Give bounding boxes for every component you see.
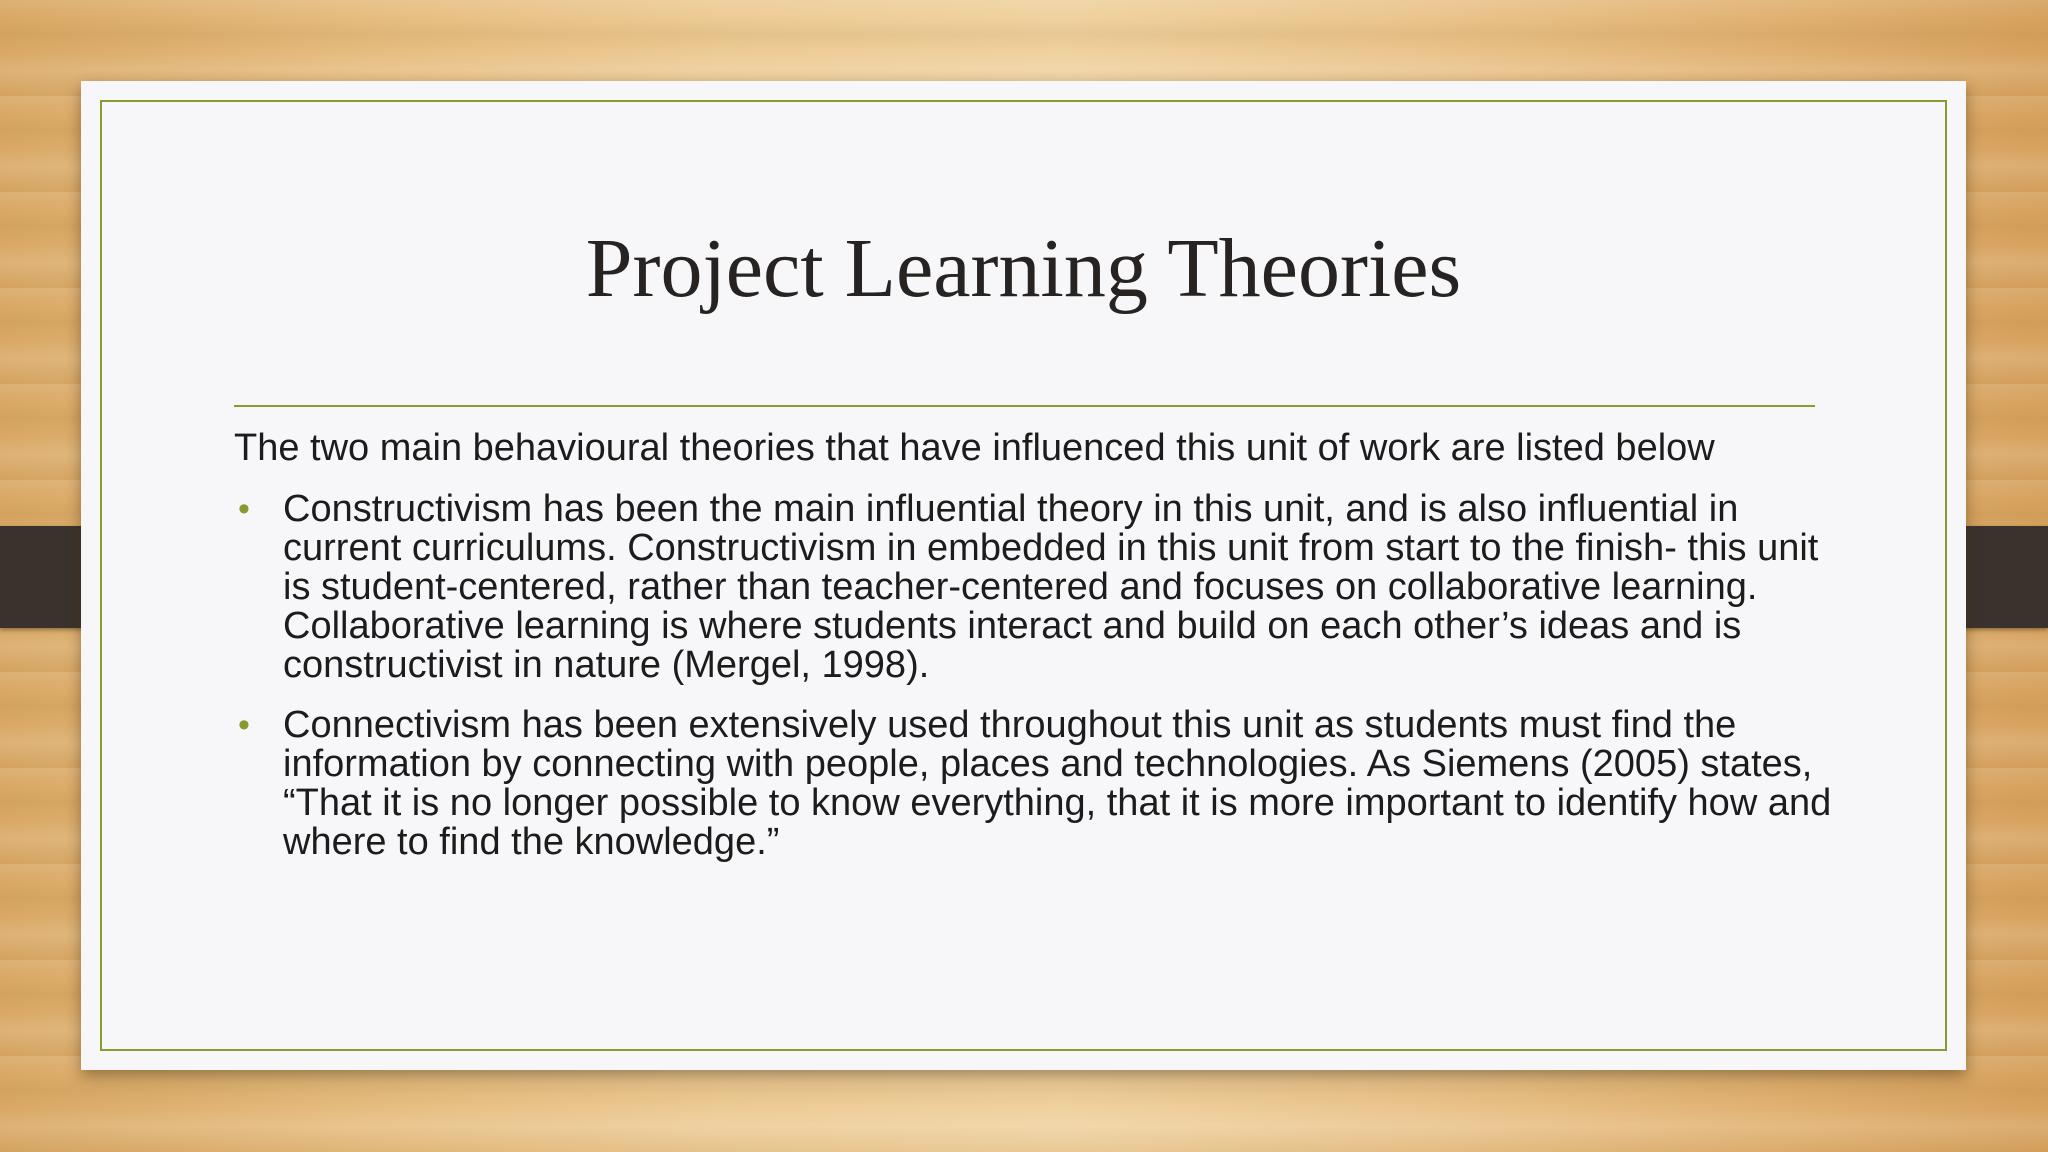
slide (81, 81, 1966, 1070)
bullet-item-connectivism (234, 706, 1834, 862)
bullet-dot-icon: • (238, 706, 250, 744)
bullet-list (234, 490, 1834, 862)
bullet-item-constructivism (234, 490, 1834, 685)
title-divider (234, 405, 1815, 407)
intro-text: The two main behavioural theories that have influenced this unit of work are listed below (234, 427, 1715, 469)
slide-body (234, 429, 1834, 883)
bullet-text: Constructivism has been the main influential theory in this unit, and is also influential in current curriculums. Constructivism in embedded in this unit from start to the finish- this unit is student-centered, rather than teacher-centered and focuses on collaborative learning. Collaborative learning is where students interact and build on each other’s ideas and is constructivist in nature (Mergel, 1998). (283, 488, 1819, 686)
slide-title: Project Learning Theories (585, 222, 1462, 315)
bullet-dot-icon: • (238, 490, 250, 528)
bullet-text: Connectivism has been extensively used throughout this unit as students must find the information by connecting with people, places and technologies. As Siemens (2005) states, “That it is no longer possible to know everything, that it is more important to identify how and where to find the knowledge.” (283, 704, 1832, 863)
